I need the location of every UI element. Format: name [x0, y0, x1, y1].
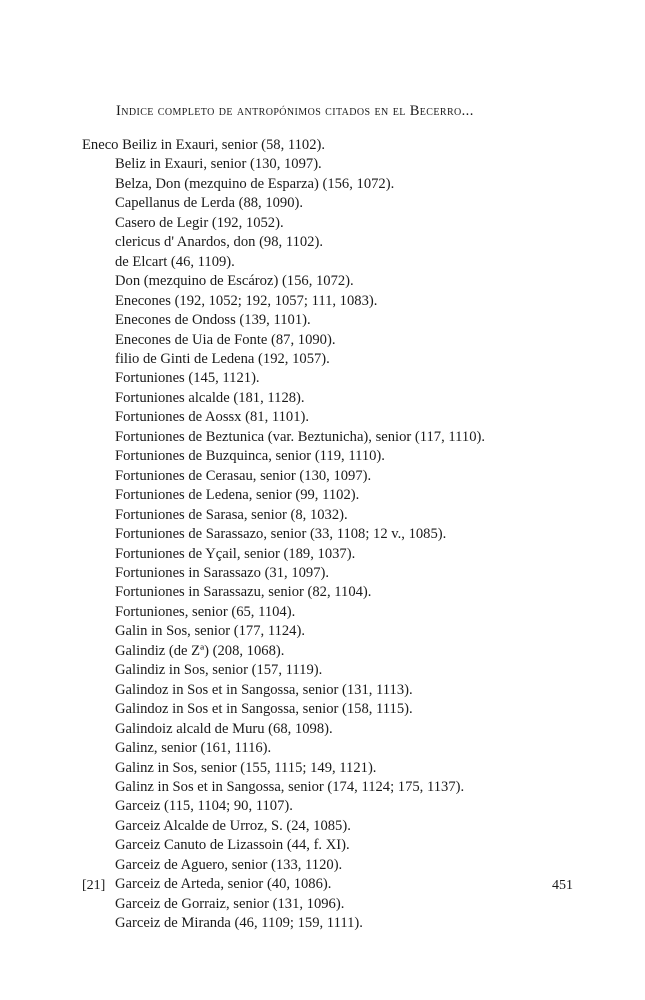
index-entry: Fortuniones de Buzquinca, senior (119, 1110). [115, 448, 385, 465]
index-entry: Fortuniones, senior (65, 1104). [115, 603, 296, 620]
page-section-number: [21] [82, 878, 106, 893]
index-entry: Galinz in Sos, senior (155, 1115; 149, 1121). [115, 759, 377, 776]
index-entry: Garceiz Canuto de Lizassoin (44, f. XI). [115, 837, 350, 854]
index-entry: Belza, Don (mezquino de Esparza) (156, 1072). [115, 175, 395, 192]
index-entry: Fortuniones de Sarasa, senior (8, 1032). [115, 506, 348, 523]
index-entry: Galindoz in Sos et in Sangossa, senior (158, 1115). [115, 701, 413, 718]
index-entry: Garceiz de Aguero, senior (133, 1120). [115, 856, 343, 873]
index-entry: Garceiz (115, 1104; 90, 1107). [115, 798, 293, 815]
index-entry: Garceiz de Arteda, senior (40, 1086). [115, 876, 332, 893]
index-entry: Capellanus de Lerda (88, 1090). [115, 195, 304, 212]
index-entry: Enecones de Ondoss (139, 1101). [115, 312, 311, 329]
index-entry-head: Eneco Beiliz in Exauri, senior (58, 1102). [82, 137, 326, 153]
index-entry: Galindiz in Sos, senior (157, 1119). [115, 662, 323, 679]
index-entry: filio de Ginti de Ledena (192, 1057). [115, 350, 330, 367]
index-entry: Fortuniones de Sarassazo, senior (33, 1108; 12 v., 1085). [115, 526, 447, 543]
index-entries [82, 136, 622, 934]
index-entry: Fortuniones alcalde (181, 1128). [115, 389, 305, 406]
index-entry: Fortuniones de Beztunica (var. Beztunicha), senior (117, 1110). [115, 428, 486, 445]
index-entry: Fortuniones de Aossx (81, 1101). [115, 409, 310, 426]
index-entry: de Elcart (46, 1109). [115, 253, 235, 270]
index-entry: Galindoiz alcald de Muru (68, 1098). [115, 720, 333, 737]
index-entry: Casero de Legir (192, 1052). [115, 214, 284, 231]
index-entry: clericus d' Anardos, don (98, 1102). [115, 234, 323, 251]
index-entry: Enecones (192, 1052; 192, 1057; 111, 1083). [115, 292, 378, 309]
index-entry: Galindoz in Sos et in Sangossa, senior (131, 1113). [115, 681, 413, 698]
index-entry: Garceiz de Gorraiz, senior (131, 1096). [115, 895, 345, 912]
index-entry: Enecones de Uia de Fonte (87, 1090). [115, 331, 336, 348]
running-head: Indice completo de antropónimos citados en el Becerro... [116, 103, 474, 119]
index-entry: Galinz in Sos et in Sangossa, senior (174, 1124; 175, 1137). [115, 778, 465, 795]
page-number: 451 [552, 878, 573, 893]
index-entry: Garceiz de Miranda (46, 1109; 159, 1111). [115, 915, 363, 932]
index-entry: Galinz, senior (161, 1116). [115, 740, 272, 757]
index-entry: Fortuniones de Ledena, senior (99, 1102). [115, 487, 360, 504]
index-entry: Fortuniones de Cerasau, senior (130, 1097). [115, 467, 372, 484]
index-entry: Don (mezquino de Escároz) (156, 1072). [115, 273, 354, 290]
index-entry: Fortuniones de Yçail, senior (189, 1037). [115, 545, 356, 562]
index-entry: Beliz in Exauri, senior (130, 1097). [115, 156, 322, 173]
index-entry: Galin in Sos, senior (177, 1124). [115, 623, 305, 640]
index-entry: Fortuniones in Sarassazo (31, 1097). [115, 564, 330, 581]
index-entry: Garceiz Alcalde de Urroz, S. (24, 1085). [115, 817, 351, 834]
index-entry: Fortuniones in Sarassazu, senior (82, 1104). [115, 584, 372, 601]
index-entry: Fortuniones (145, 1121). [115, 370, 260, 387]
index-entry: Galindiz (de Zª) (208, 1068). [115, 642, 285, 659]
